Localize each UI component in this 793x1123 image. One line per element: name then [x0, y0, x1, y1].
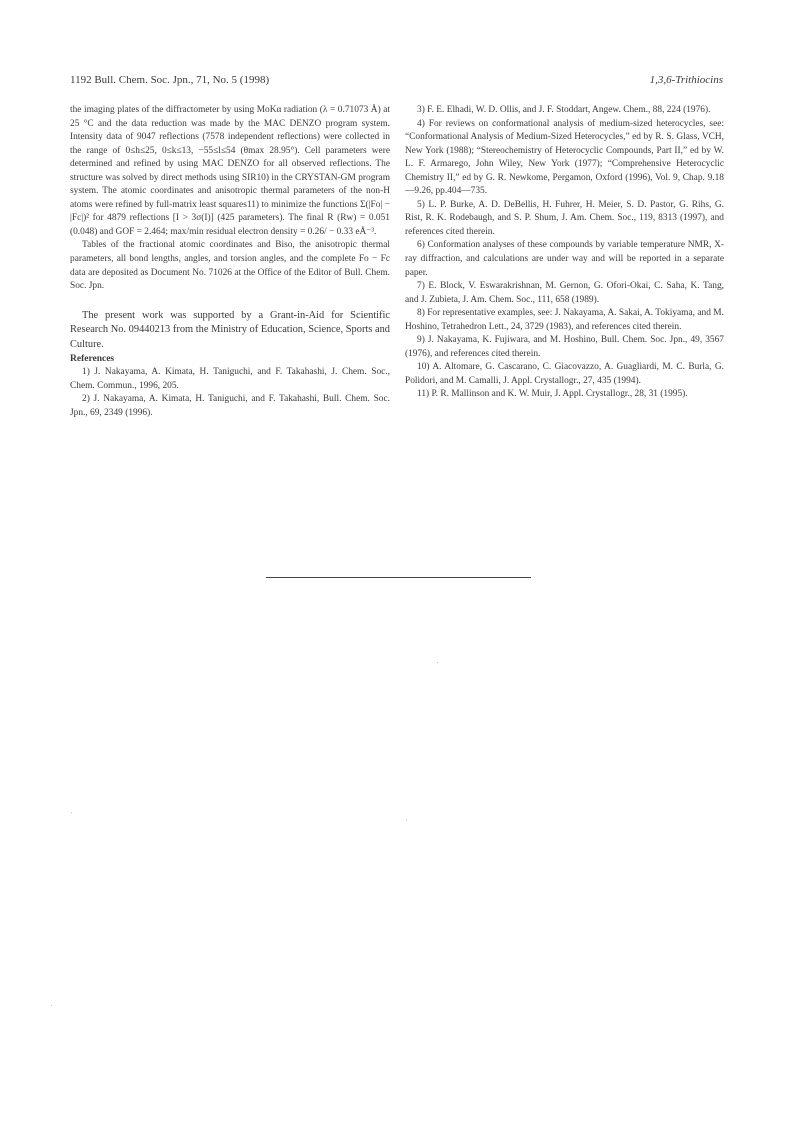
acknowledgment-paragraph: The present work was supported by a Grant-in-Aid for Scientific Research No. 09440213 from the Ministry of Education, Science, Sports and Culture. [70, 309, 390, 350]
reference-item: 1) J. Nakayama, A. Kimata, H. Taniguchi, and F. Takahashi, J. Chem. Soc., Chem. Commun., 1996, 205. [70, 367, 390, 391]
scan-speck [437, 662, 438, 663]
reference-item: 9) J. Nakayama, K. Fujiwara, and M. Hoshino, Bull. Chem. Soc. Jpn., 49, 3567 (1976), and references cited therein. [405, 335, 724, 359]
reference-item: 10) A. Altomare, G. Cascarano, C. Giacovazzo, A. Guagliardi, M. C. Burla, G. Polidori, and M. Camalli, J. Appl. Crystallogr., 27, 435 (1994). [405, 362, 724, 386]
right-column [405, 104, 724, 402]
scan-speck [71, 812, 72, 813]
running-title-header: 1,3,6-Trithiocins [649, 74, 723, 86]
left-column [70, 104, 390, 420]
reference-item: 8) For representative examples, see: J. Nakayama, A. Sakai, A. Tokiyama, and M. Hoshino, Tetrahedron Lett., 24, 3729 (1983), and references cited therein. [405, 308, 724, 332]
reference-item: 7) E. Block, V. Eswarakrishnan, M. Gernon, G. Ofori-Okai, C. Saha, K. Tang, and J. Zubieta, J. Am. Chem. Soc., 111, 658 (1989). [405, 281, 724, 305]
reference-item: 2) J. Nakayama, A. Kimata, H. Taniguchi, and F. Takahashi, Bull. Chem. Soc. Jpn., 69, 2349 (1996). [70, 394, 390, 418]
reference-item: 6) Conformation analyses of these compounds by variable temperature NMR, X-ray diffraction, and calculations are under way and will be reported in a separate paper. [405, 240, 724, 278]
references-heading: References [70, 354, 115, 365]
tables-deposit-paragraph: Tables of the fractional atomic coordinates and Biso, the anisotropic thermal parameters, all bond lengths, angles, and torsion angles, and the complete Fo − Fc data are deposited as Document No. 71026 at the Office of the Editor of Bull. Chem. Soc. Jpn. [70, 240, 390, 292]
experimental-paragraph: the imaging plates of the diffractometer by using MoKα radiation (λ = 0.71073 Å) at 25 °C and the data reduction was made by the MAC DENZO program system. Intensity data of 9047 reflections (7578 independent reflections) were collected in the range of 0≤h≤25, 0≤k≤13, −55≤l≤54 (θmax 28.95°). Cell parameters were determined and refined by using MAC DENZO for all observed reflections. The structure was solved by direct methods using SIR10) in the CRYSTAN-GM program system. The atomic coordinates and anisotropic thermal parameters of the non-H atoms were refined by full-matrix least squares11) to minimize the functions Σ(|Fo| − |Fc|)² for 4879 reflections [I > 3σ(I)] (425 parameters). The final R (Rw) = 0.051 (0.048) and GOF = 2.464; max/min residual electron density = 0.26/ − 0.33 eÅ⁻³. [70, 105, 390, 237]
reference-item: 4) For reviews on conformational analysis of medium-sized heterocycles, see: “Conformational Analysis of Medium-Sized Heterocycles,” ed by R. S. Glass, VCH, New York (1988); “Stereochemistry of Heterocyclic Compounds, Part II,” ed by W. L. F. Armarego, John Wiley, New York (1977); “Comprehensive Heterocyclic Chemistry II,” ed by G. R. Newkome, Pergamon, Oxford (1996), Vol. 9, Chap. 9.18—9.26, pp.404—735. [405, 118, 724, 197]
reference-item: 3) F. E. Elhadi, W. D. Ollis, and J. F. Stoddart, Angew. Chem., 88, 224 (1976). [417, 105, 711, 115]
end-of-article-rule [266, 577, 531, 578]
scan-speck [406, 819, 407, 820]
reference-item: 11) P. R. Mallinson and K. W. Muir, J. Appl. Crystallogr., 28, 31 (1995). [417, 389, 688, 400]
scan-speck [51, 1005, 52, 1006]
page-citation-header: 1192 Bull. Chem. Soc. Jpn., 71, No. 5 (1998) [70, 74, 270, 86]
reference-item: 5) L. P. Burke, A. D. DeBellis, H. Fuhrer, H. Meier, S. D. Pastor, G. Rihs, G. Rist, R. K. Rodebaugh, and S. P. Shum, J. Am. Chem. Soc., 119, 8313 (1997), and references cited therein. [405, 199, 724, 237]
